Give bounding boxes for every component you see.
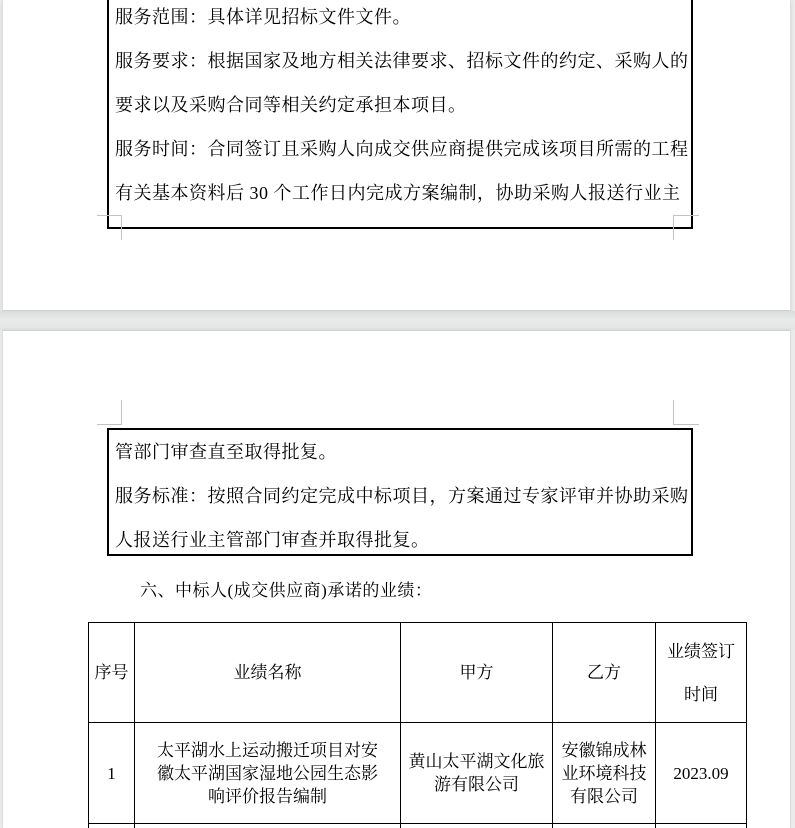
text-line-service-time1[interactable]: 服务时间：合同签订且采购人向成交供应商提供完成该项目所需的工程 <box>115 139 689 159</box>
service-terms-box-page1 <box>107 0 693 229</box>
margin-mark-page1-right <box>673 215 699 240</box>
text-line-service-scope[interactable]: 服务范围：具体详见招标文件文件。 <box>115 7 411 27</box>
margin-mark-page1-left <box>97 215 122 240</box>
header-cell-party-b[interactable]: 乙方 <box>553 623 656 723</box>
cell-party-a[interactable]: 黄山太平湖文化旅游有限公司 <box>401 723 553 824</box>
inter-page-gap <box>0 311 795 330</box>
margin-mark-page2-left <box>97 400 122 425</box>
cell-index[interactable]: 1 <box>89 723 135 824</box>
text-line-approval[interactable]: 管部门审查直至取得批复。 <box>115 442 337 462</box>
header-cell-index[interactable]: 序号 <box>89 623 135 723</box>
performance-table <box>88 622 747 828</box>
table-row <box>89 723 747 824</box>
text-line-service-time2[interactable]: 有关基本资料后 30 个工作日内完成方案编制，协助采购人报送行业主 <box>115 183 681 203</box>
text-line-service-require1[interactable]: 服务要求：根据国家及地方相关法律要求、招标文件的约定、采购人的 <box>115 51 689 71</box>
cell-sign-date[interactable]: 2023.09 <box>656 723 747 824</box>
section-heading-performance[interactable]: 六、中标人(成交供应商)承诺的业绩： <box>140 581 433 600</box>
cell-party-b[interactable]: 安徽锦成林业环境科技有限公司 <box>553 723 656 824</box>
text-line-service-require2[interactable]: 要求以及采购合同等相关约定承担本项目。 <box>115 95 467 115</box>
text-line-service-standard2[interactable]: 人报送行业主管部门审查并取得批复。 <box>115 530 430 550</box>
service-terms-box-page2 <box>107 428 693 556</box>
header-cell-party-a[interactable]: 甲方 <box>401 623 553 723</box>
header-cell-sign-date[interactable]: 业绩签订时间 <box>656 623 747 723</box>
margin-mark-page2-right <box>673 400 699 425</box>
cell-name[interactable]: 太平湖水上运动搬迁项目对安徽太平湖国家湿地公园生态影响评价报告编制 <box>135 723 401 824</box>
table-header-row <box>89 623 747 723</box>
text-line-service-standard1[interactable]: 服务标准：按照合同约定完成中标项目，方案通过专家评审并协助采购 <box>115 486 689 506</box>
header-cell-name[interactable]: 业绩名称 <box>135 623 401 723</box>
table-row-clipped <box>89 824 747 828</box>
